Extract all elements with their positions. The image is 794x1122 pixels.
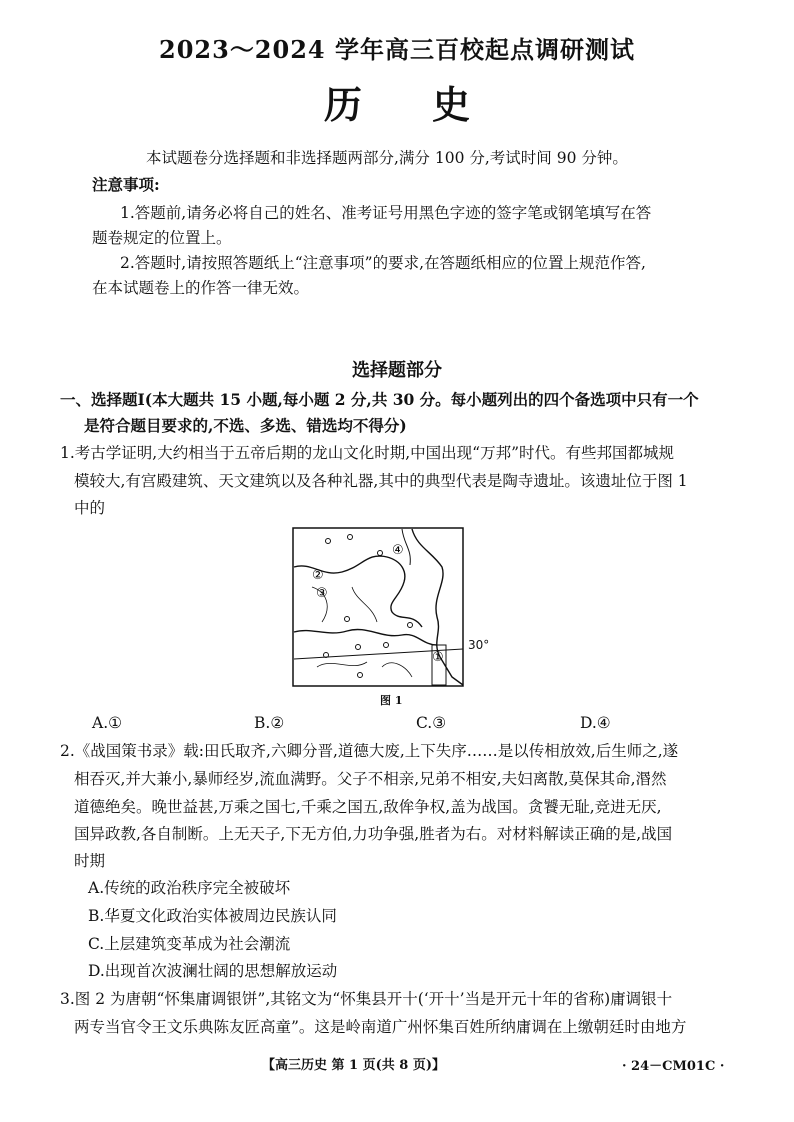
- map-svg: [292, 527, 464, 689]
- q2-line-2: 相吞灭,并大兼小,暴师经岁,流血满野。父子不相亲,兄弟不相安,夫妇离散,莫保其命,湣然: [74, 770, 667, 788]
- part1-instructions-line-2: 是符合题目要求的,不选、多选、错选均不得分): [84, 416, 407, 435]
- q1-line-2: 模较大,有宫殿建筑、天文建筑以及各种礼器,其中的典型代表是陶寺遗址。该遗址位于图 1: [74, 472, 688, 490]
- q2-option-b: B.华夏文化政治实体被周边民族认同: [88, 907, 337, 925]
- q2-line-4: 国异政教,各自制断。上无天子,下无方伯,力功争强,胜者为右。对材料解读正确的是,战国: [74, 825, 673, 843]
- notes-heading: 注意事项:: [92, 175, 160, 194]
- q1-line-3: 中的: [74, 499, 106, 517]
- q2-option-a: A.传统的政治秩序完全被破坏: [88, 879, 291, 897]
- note-2-line-2: 在本试题卷上的作答一律无效。: [92, 279, 310, 297]
- note-1-line-2: 题卷规定的位置上。: [92, 229, 232, 247]
- q2-line-1: 2.《战国策书录》载:田氏取齐,六卿分晋,道德大废,上下失序……是以传相放效,后生师之,遂: [60, 742, 679, 760]
- map-label-1: ①: [432, 650, 444, 665]
- q3-line-1: 3.图 2 为唐朝“怀集庸调银饼”,其铭文为“怀集县开十(‘开十’当是开元十年的省称)庸调银十: [60, 990, 673, 1008]
- exam-title: 2023～2024 学年高三百校起点调研测试: [159, 35, 635, 64]
- section-title: 选择题部分: [352, 360, 442, 381]
- subject-title: 历史: [323, 82, 540, 127]
- intro-text: 本试题卷分选择题和非选择题两部分,满分 100 分,考试时间 90 分钟。: [146, 149, 628, 167]
- footer-code: · 24－CM01C ·: [622, 1059, 725, 1074]
- figure-1-map: [292, 527, 464, 689]
- q1-option-d: D.④: [580, 714, 611, 732]
- figure-1-caption: 图 1: [380, 694, 403, 707]
- q3-line-2: 两专当官令王文乐典陈友匠高童”。这是岭南道广州怀集百姓所纳庸调在上缴朝廷时由地方: [74, 1018, 687, 1036]
- footer-page-info: 【高三历史 第 1 页(共 8 页)】: [262, 1058, 446, 1073]
- q2-line-5: 时期: [74, 852, 106, 870]
- map-label-2: ②: [312, 568, 324, 583]
- note-1-line-1: 1.答题前,请务必将自己的姓名、准考证号用黑色字迹的签字笔或钢笔填写在答: [120, 204, 652, 222]
- map-label-3: ③: [316, 586, 328, 601]
- map-label-4: ④: [392, 543, 404, 558]
- q2-option-c: C.上层建筑变革成为社会潮流: [88, 935, 291, 953]
- q1-option-c: C.③: [416, 714, 447, 732]
- q1-line-1: 1.考古学证明,大约相当于五帝后期的龙山文化时期,中国出现“万邦”时代。有些邦国都城规: [60, 444, 674, 462]
- q1-option-a: A.①: [92, 714, 123, 732]
- note-2-line-1: 2.答题时,请按照答题纸上“注意事项”的要求,在答题纸相应的位置上规范作答,: [120, 254, 646, 272]
- latitude-label: 30°: [468, 638, 490, 652]
- part1-instructions-line-1: 一、选择题Ⅰ(本大题共 15 小题,每小题 2 分,共 30 分。每小题列出的四个备选项中只有一个: [60, 390, 699, 409]
- q2-line-3: 道德绝矣。晚世益甚,万乘之国七,千乘之国五,敌侔争权,盖为战国。贪饕无耻,竞进无厌,: [74, 798, 662, 816]
- q1-option-b: B.②: [254, 714, 285, 732]
- q2-option-d: D.出现首次波澜壮阔的思想解放运动: [88, 962, 338, 980]
